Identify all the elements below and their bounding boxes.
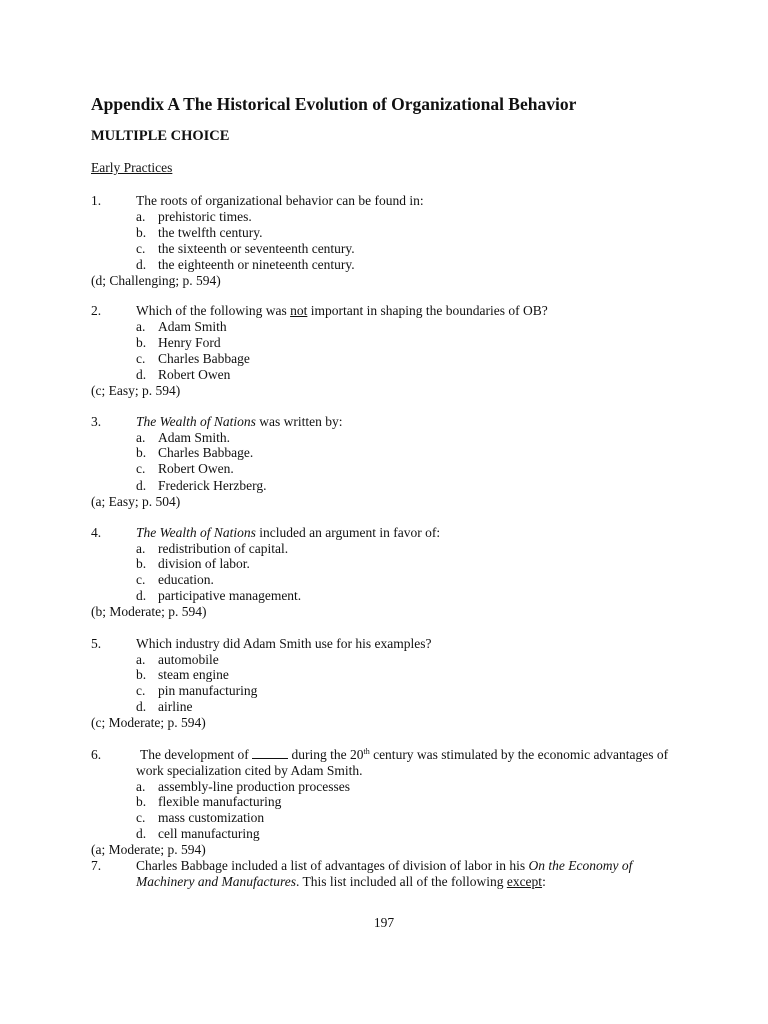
option-text: Adam Smith.: [158, 430, 231, 445]
option-text: redistribution of capital.: [158, 541, 289, 556]
subsection-heading: Early Practices: [91, 160, 173, 175]
question-stem: The roots of organizational behavior can be found in:: [136, 193, 424, 208]
option-letter: d.: [136, 588, 147, 603]
option-letter: c.: [136, 461, 146, 476]
option-text: Robert Owen.: [158, 461, 234, 476]
option-letter: b.: [136, 556, 147, 571]
option-text: mass customization: [158, 810, 265, 825]
option-letter: a.: [136, 652, 146, 667]
book-title: The Wealth of Nations: [136, 525, 256, 540]
question-stem: Which industry did Adam Smith use for his examples?: [136, 636, 432, 651]
question-stem: The Wealth of Nations was written by:: [136, 414, 343, 429]
page-title: Appendix A The Historical Evolution of Organizational Behavior: [91, 94, 577, 114]
answer-key: (b; Moderate; p. 594): [91, 604, 207, 619]
answer-key: (a; Easy; p. 504): [91, 494, 181, 509]
option-letter: d.: [136, 257, 147, 272]
option-text: Robert Owen: [158, 367, 231, 382]
option-letter: c.: [136, 683, 146, 698]
option-text: the twelfth century.: [158, 225, 263, 240]
question-stem-continued: work specialization cited by Adam Smith.: [136, 763, 363, 778]
fill-in-blank: [252, 747, 288, 759]
option-text: cell manufacturing: [158, 826, 260, 841]
option-letter: b.: [136, 225, 147, 240]
option-letter: a.: [136, 430, 146, 445]
option-letter: a.: [136, 779, 146, 794]
option-letter: b.: [136, 794, 147, 809]
option-letter: a.: [136, 319, 146, 334]
option-text: Charles Babbage.: [158, 445, 254, 460]
option-text: Adam Smith: [158, 319, 227, 334]
question-stem: Charles Babbage included a list of advantages of division of labor in his On the Economy of: [136, 858, 633, 873]
option-letter: a.: [136, 209, 146, 224]
option-letter: b.: [136, 335, 147, 350]
option-text: Henry Ford: [158, 335, 221, 350]
page-number: 197: [373, 915, 395, 930]
question-number: 6.: [91, 747, 102, 762]
question-stem: The Wealth of Nations included an argument in favor of:: [136, 525, 441, 540]
option-text: steam engine: [158, 667, 229, 682]
answer-key: (d; Challenging; p. 594): [91, 273, 221, 288]
question-number: 4.: [91, 525, 102, 540]
answer-key: (a; Moderate; p. 594): [91, 842, 206, 857]
option-text: Frederick Herzberg.: [158, 478, 267, 493]
option-text: the eighteenth or nineteenth century.: [158, 257, 355, 272]
question-number: 5.: [91, 636, 102, 651]
option-text: assembly-line production processes: [158, 779, 350, 794]
book-title: On the Economy of: [528, 858, 633, 873]
option-text: education.: [158, 572, 214, 587]
question-stem: Which of the following was not important in shaping the boundaries of OB?: [136, 303, 548, 318]
emphasis-underline: not: [290, 303, 308, 318]
question-number: 1.: [91, 193, 102, 208]
option-letter: d.: [136, 367, 147, 382]
option-letter: c.: [136, 810, 146, 825]
book-title-continued: Machinery and Manufactures: [136, 874, 296, 889]
option-letter: c.: [136, 241, 146, 256]
option-letter: c.: [136, 351, 146, 366]
option-letter: a.: [136, 541, 146, 556]
question-number: 2.: [91, 303, 102, 318]
answer-key: (c; Easy; p. 594): [91, 383, 181, 398]
option-letter: d.: [136, 826, 147, 841]
option-letter: c.: [136, 572, 146, 587]
question-number: 7.: [91, 858, 102, 873]
question-stem: The development of during the 20th century was stimulated by the economic advantages of: [140, 747, 669, 762]
option-letter: b.: [136, 445, 147, 460]
question-stem-continued: Machinery and Manufactures. This list included all of the following except:: [136, 874, 546, 889]
option-letter: d.: [136, 699, 147, 714]
option-text: airline: [158, 699, 193, 714]
option-letter: d.: [136, 478, 147, 493]
book-title: The Wealth of Nations: [136, 414, 256, 429]
question-number: 3.: [91, 414, 102, 429]
option-text: prehistoric times.: [158, 209, 252, 224]
emphasis-underline: except: [506, 874, 543, 889]
option-text: pin manufacturing: [158, 683, 258, 698]
section-heading: MULTIPLE CHOICE: [91, 128, 230, 144]
option-letter: b.: [136, 667, 147, 682]
answer-key: (c; Moderate; p. 594): [91, 715, 206, 730]
option-text: flexible manufacturing: [158, 794, 282, 809]
option-text: participative management.: [158, 588, 302, 603]
option-text: division of labor.: [158, 556, 250, 571]
option-text: the sixteenth or seventeenth century.: [158, 241, 355, 256]
option-text: automobile: [158, 652, 219, 667]
option-text: Charles Babbage: [158, 351, 250, 366]
